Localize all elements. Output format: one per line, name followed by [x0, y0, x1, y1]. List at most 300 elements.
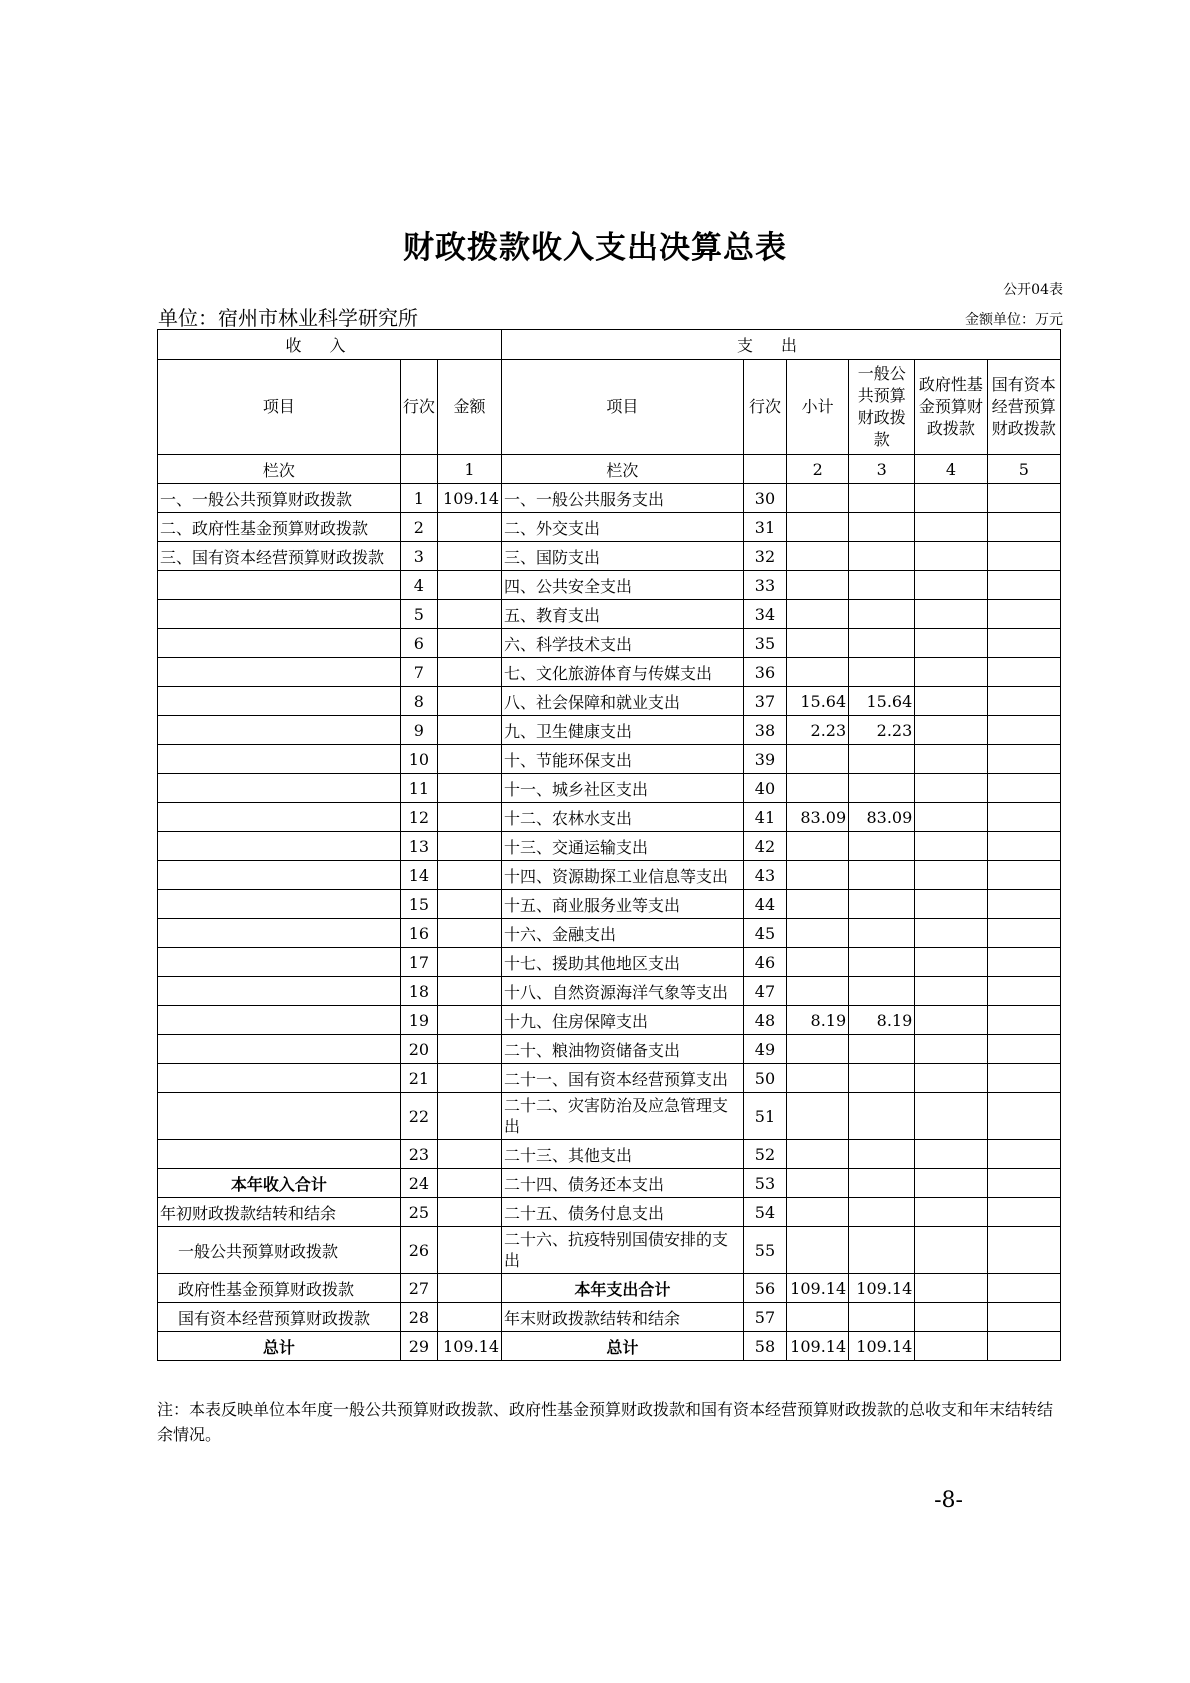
income-item-cell [158, 600, 401, 629]
subtotal-cell [787, 948, 849, 977]
income-row-no-cell: 28 [400, 1303, 437, 1332]
gov-fund-cell [915, 1035, 987, 1064]
state-capital-cell [987, 484, 1060, 513]
income-row-no-cell: 27 [400, 1274, 437, 1303]
expense-row-no-cell: 43 [743, 861, 786, 890]
gov-fund-cell [915, 948, 987, 977]
expense-row-no-cell: 33 [743, 571, 786, 600]
income-amount-cell [437, 571, 501, 600]
expense-row-no-cell: 56 [743, 1274, 786, 1303]
state-capital-cell [987, 716, 1060, 745]
state-capital-cell [987, 629, 1060, 658]
income-item-cell: 二、政府性基金预算财政拨款 [158, 513, 401, 542]
general-budget-header: 一般公共预算财政拨款 [849, 360, 915, 455]
general-budget-cell [849, 600, 915, 629]
income-item-cell: 政府性基金预算财政拨款 [158, 1274, 401, 1303]
income-item-cell [158, 1006, 401, 1035]
general-budget-cell [849, 1303, 915, 1332]
expense-item-cell: 六、科学技术支出 [502, 629, 744, 658]
income-amount-cell: 109.14 [437, 1332, 501, 1361]
table-row [158, 1274, 1061, 1303]
state-capital-header: 国有资本经营预算财政拨款 [987, 360, 1060, 455]
income-row-no-cell: 16 [400, 919, 437, 948]
expense-item-cell: 五、教育支出 [502, 600, 744, 629]
income-row-no-cell: 20 [400, 1035, 437, 1064]
expense-item-cell: 二十一、国有资本经营预算支出 [502, 1064, 744, 1093]
general-budget-cell [849, 977, 915, 1006]
expense-section-header: 支出 [502, 330, 1061, 360]
general-budget-cell [849, 484, 915, 513]
gov-fund-cell [915, 687, 987, 716]
general-budget-cell [849, 745, 915, 774]
expense-item-cell: 九、卫生健康支出 [502, 716, 744, 745]
expense-item-cell: 二十三、其他支出 [502, 1140, 744, 1169]
gov-fund-cell [915, 832, 987, 861]
subtotal-header: 小计 [787, 360, 849, 455]
expense-column-no-label: 栏次 [502, 455, 744, 484]
table-row [158, 658, 1061, 687]
budget-table [157, 329, 1061, 1361]
gov-fund-cell [915, 1064, 987, 1093]
table-row [158, 948, 1061, 977]
general-budget-cell [849, 629, 915, 658]
general-budget-cell: 109.14 [849, 1274, 915, 1303]
subtotal-cell [787, 890, 849, 919]
expense-row-no-cell: 37 [743, 687, 786, 716]
income-item-cell [158, 803, 401, 832]
income-row-no-cell: 7 [400, 658, 437, 687]
state-capital-cell [987, 948, 1060, 977]
income-amount-cell [437, 832, 501, 861]
income-item-cell [158, 774, 401, 803]
subtotal-cell: 8.19 [787, 1006, 849, 1035]
income-row-no-cell: 18 [400, 977, 437, 1006]
table-row [158, 542, 1061, 571]
expense-row-no-cell: 36 [743, 658, 786, 687]
income-row-no-cell: 4 [400, 571, 437, 600]
expense-item-cell: 十八、自然资源海洋气象等支出 [502, 977, 744, 1006]
gov-fund-cell [915, 1006, 987, 1035]
gov-fund-cell [915, 919, 987, 948]
income-amount-cell [437, 1140, 501, 1169]
income-amount-cell [437, 1274, 501, 1303]
table-row [158, 1227, 1061, 1274]
income-amount-cell [437, 948, 501, 977]
table-row [158, 687, 1061, 716]
expense-item-cell: 十、节能环保支出 [502, 745, 744, 774]
income-item-cell [158, 1093, 401, 1140]
income-amount-cell [437, 1035, 501, 1064]
subtotal-cell [787, 658, 849, 687]
expense-row-no-cell: 40 [743, 774, 786, 803]
income-row-no-cell: 2 [400, 513, 437, 542]
subtotal-cell: 83.09 [787, 803, 849, 832]
general-budget-cell: 109.14 [849, 1332, 915, 1361]
expense-item-cell: 七、文化旅游体育与传媒支出 [502, 658, 744, 687]
subtotal-cell [787, 774, 849, 803]
expense-item-cell: 本年支出合计 [502, 1274, 744, 1303]
table-row [158, 774, 1061, 803]
expense-row-no-cell: 34 [743, 600, 786, 629]
state-capital-cell [987, 803, 1060, 832]
column-2: 2 [787, 455, 849, 484]
gov-fund-cell [915, 1140, 987, 1169]
income-amount-cell [437, 1198, 501, 1227]
state-capital-cell [987, 658, 1060, 687]
general-budget-cell [849, 513, 915, 542]
table-row [158, 832, 1061, 861]
state-capital-cell [987, 1006, 1060, 1035]
gov-fund-cell [915, 890, 987, 919]
column-3: 3 [849, 455, 915, 484]
expense-item-cell: 四、公共安全支出 [502, 571, 744, 600]
gov-fund-cell [915, 803, 987, 832]
income-row-no-header: 行次 [400, 360, 437, 455]
income-row-no-cell: 11 [400, 774, 437, 803]
table-row [158, 484, 1061, 513]
income-row-no-cell: 8 [400, 687, 437, 716]
income-amount-cell [437, 687, 501, 716]
unit-label: 单位：宿州市林业科学研究所 [158, 306, 418, 330]
state-capital-cell [987, 600, 1060, 629]
header-row-columns [158, 360, 1061, 455]
expense-item-cell: 二十四、债务还本支出 [502, 1169, 744, 1198]
income-item-cell: 年初财政拨款结转和结余 [158, 1198, 401, 1227]
income-item-cell [158, 687, 401, 716]
table-row [158, 629, 1061, 658]
income-item-cell: 三、国有资本经营预算财政拨款 [158, 542, 401, 571]
income-amount-cell [437, 1303, 501, 1332]
general-budget-cell [849, 571, 915, 600]
expense-item-cell: 十六、金融支出 [502, 919, 744, 948]
income-amount-cell [437, 745, 501, 774]
expense-item-cell: 二十六、抗疫特别国债安排的支出 [502, 1227, 744, 1274]
table-row [158, 977, 1061, 1006]
income-item-cell [158, 948, 401, 977]
subtotal-cell [787, 629, 849, 658]
income-item-cell: 本年收入合计 [158, 1169, 401, 1198]
gov-fund-cell [915, 774, 987, 803]
table-row [158, 1332, 1061, 1361]
general-budget-cell: 8.19 [849, 1006, 915, 1035]
expense-item-cell: 一、一般公共服务支出 [502, 484, 744, 513]
expense-item-cell: 三、国防支出 [502, 542, 744, 571]
income-row-no-cell: 9 [400, 716, 437, 745]
subtotal-cell [787, 600, 849, 629]
income-item-cell [158, 861, 401, 890]
table-row [158, 1303, 1061, 1332]
expense-item-cell: 二十五、债务付息支出 [502, 1198, 744, 1227]
expense-row-no-cell: 41 [743, 803, 786, 832]
empty-cell [400, 455, 437, 484]
state-capital-cell [987, 832, 1060, 861]
table-row [158, 1140, 1061, 1169]
subtotal-cell [787, 977, 849, 1006]
general-budget-cell [849, 1064, 915, 1093]
table-row [158, 1035, 1061, 1064]
general-budget-cell: 15.64 [849, 687, 915, 716]
table-row [158, 1093, 1061, 1140]
income-row-no-cell: 19 [400, 1006, 437, 1035]
table-row [158, 513, 1061, 542]
gov-fund-cell [915, 716, 987, 745]
income-row-no-cell: 10 [400, 745, 437, 774]
state-capital-cell [987, 1169, 1060, 1198]
general-budget-cell [849, 832, 915, 861]
column-4: 4 [915, 455, 987, 484]
form-number: 公开04表 [1003, 282, 1063, 298]
income-amount-cell [437, 977, 501, 1006]
income-amount-cell [437, 1064, 501, 1093]
expense-row-no-cell: 31 [743, 513, 786, 542]
expense-row-no-cell: 55 [743, 1227, 786, 1274]
expense-row-no-cell: 30 [743, 484, 786, 513]
subtotal-cell [787, 1035, 849, 1064]
state-capital-cell [987, 1274, 1060, 1303]
income-amount-cell [437, 1169, 501, 1198]
state-capital-cell [987, 1064, 1060, 1093]
expense-row-no-cell: 32 [743, 542, 786, 571]
state-capital-cell [987, 1140, 1060, 1169]
subtotal-cell [787, 745, 849, 774]
income-amount-cell [437, 803, 501, 832]
general-budget-cell [849, 658, 915, 687]
income-item-cell: 一、一般公共预算财政拨款 [158, 484, 401, 513]
header-row-sections [158, 330, 1061, 360]
general-budget-cell: 2.23 [849, 716, 915, 745]
state-capital-cell [987, 1035, 1060, 1064]
expense-row-no-cell: 47 [743, 977, 786, 1006]
income-amount-cell [437, 513, 501, 542]
expense-row-no-cell: 49 [743, 1035, 786, 1064]
income-item-cell [158, 1035, 401, 1064]
subtotal-cell [787, 571, 849, 600]
income-row-no-cell: 26 [400, 1227, 437, 1274]
expense-row-no-cell: 39 [743, 745, 786, 774]
subtotal-cell [787, 1169, 849, 1198]
gov-fund-cell [915, 571, 987, 600]
income-row-no-cell: 24 [400, 1169, 437, 1198]
gov-fund-cell [915, 977, 987, 1006]
general-budget-cell [849, 1169, 915, 1198]
expense-item-cell: 二、外交支出 [502, 513, 744, 542]
income-amount-cell [437, 716, 501, 745]
gov-fund-header: 政府性基金预算财政拨款 [915, 360, 987, 455]
expense-row-no-cell: 57 [743, 1303, 786, 1332]
income-row-no-cell: 29 [400, 1332, 437, 1361]
table-row [158, 716, 1061, 745]
income-amount-cell [437, 861, 501, 890]
expense-item-cell: 十三、交通运输支出 [502, 832, 744, 861]
expense-item-header: 项目 [502, 360, 744, 455]
income-row-no-cell: 12 [400, 803, 437, 832]
expense-row-no-cell: 54 [743, 1198, 786, 1227]
gov-fund-cell [915, 1093, 987, 1140]
gov-fund-cell [915, 600, 987, 629]
general-budget-cell [849, 919, 915, 948]
income-item-cell [158, 977, 401, 1006]
income-row-no-cell: 22 [400, 1093, 437, 1140]
expense-item-cell: 十九、住房保障支出 [502, 1006, 744, 1035]
subtotal-cell [787, 919, 849, 948]
income-row-no-cell: 25 [400, 1198, 437, 1227]
gov-fund-cell [915, 745, 987, 774]
income-item-cell [158, 1140, 401, 1169]
expense-row-no-cell: 45 [743, 919, 786, 948]
subtotal-cell [787, 513, 849, 542]
income-row-no-cell: 14 [400, 861, 437, 890]
gov-fund-cell [915, 629, 987, 658]
income-item-cell [158, 658, 401, 687]
income-amount-cell [437, 890, 501, 919]
column-number-row [158, 455, 1061, 484]
table-row [158, 1169, 1061, 1198]
expense-row-no-header: 行次 [743, 360, 786, 455]
expense-row-no-cell: 53 [743, 1169, 786, 1198]
page-title: 财政拨款收入支出决算总表 [403, 230, 787, 266]
income-item-cell [158, 745, 401, 774]
subtotal-cell [787, 861, 849, 890]
footnote: 注：本表反映单位本年度一般公共预算财政拨款、政府性基金预算财政拨款和国有资本经营预算财政拨款的总收支和年末结转结余情况。 [157, 1400, 1054, 1444]
income-item-cell [158, 629, 401, 658]
income-amount-cell [437, 629, 501, 658]
state-capital-cell [987, 890, 1060, 919]
general-budget-cell [849, 1198, 915, 1227]
gov-fund-cell [915, 1332, 987, 1361]
expense-item-cell: 八、社会保障和就业支出 [502, 687, 744, 716]
expense-row-no-cell: 35 [743, 629, 786, 658]
income-amount-cell [437, 658, 501, 687]
income-item-cell [158, 890, 401, 919]
general-budget-cell [849, 1093, 915, 1140]
expense-row-no-cell: 51 [743, 1093, 786, 1140]
gov-fund-cell [915, 1227, 987, 1274]
income-row-no-cell: 23 [400, 1140, 437, 1169]
state-capital-cell [987, 861, 1060, 890]
general-budget-cell [849, 948, 915, 977]
expense-item-cell: 二十二、灾害防治及应急管理支出 [502, 1093, 744, 1140]
table-row [158, 890, 1061, 919]
state-capital-cell [987, 571, 1060, 600]
income-amount-cell [437, 1093, 501, 1140]
table-row [158, 803, 1061, 832]
income-item-cell [158, 571, 401, 600]
subtotal-cell [787, 1198, 849, 1227]
general-budget-cell [849, 1140, 915, 1169]
amount-unit-label: 金额单位：万元 [965, 312, 1063, 328]
expense-row-no-cell: 38 [743, 716, 786, 745]
income-item-cell: 国有资本经营预算财政拨款 [158, 1303, 401, 1332]
table-row [158, 1006, 1061, 1035]
expense-row-no-cell: 44 [743, 890, 786, 919]
income-amount-cell [437, 1227, 501, 1274]
income-row-no-cell: 3 [400, 542, 437, 571]
state-capital-cell [987, 687, 1060, 716]
income-amount-cell [437, 919, 501, 948]
general-budget-cell [849, 774, 915, 803]
subtotal-cell [787, 1303, 849, 1332]
general-budget-cell [849, 890, 915, 919]
subtotal-cell [787, 484, 849, 513]
table-row [158, 745, 1061, 774]
state-capital-cell [987, 1303, 1060, 1332]
income-row-no-cell: 15 [400, 890, 437, 919]
gov-fund-cell [915, 658, 987, 687]
state-capital-cell [987, 542, 1060, 571]
income-row-no-cell: 6 [400, 629, 437, 658]
income-item-cell: 一般公共预算财政拨款 [158, 1227, 401, 1274]
income-amount-cell [437, 774, 501, 803]
general-budget-cell [849, 542, 915, 571]
general-budget-cell [849, 861, 915, 890]
income-row-no-cell: 5 [400, 600, 437, 629]
subtotal-cell [787, 1064, 849, 1093]
state-capital-cell [987, 1093, 1060, 1140]
expense-item-cell: 十七、援助其他地区支出 [502, 948, 744, 977]
income-column-no-label: 栏次 [158, 455, 401, 484]
subtotal-cell: 109.14 [787, 1274, 849, 1303]
gov-fund-cell [915, 513, 987, 542]
expense-row-no-cell: 48 [743, 1006, 786, 1035]
expense-item-cell: 二十、粮油物资储备支出 [502, 1035, 744, 1064]
state-capital-cell [987, 513, 1060, 542]
gov-fund-cell [915, 484, 987, 513]
income-amount-header: 金额 [437, 360, 501, 455]
state-capital-cell [987, 977, 1060, 1006]
state-capital-cell [987, 745, 1060, 774]
table-row [158, 571, 1061, 600]
expense-item-cell: 十一、城乡社区支出 [502, 774, 744, 803]
empty-cell [743, 455, 786, 484]
column-5: 5 [987, 455, 1060, 484]
state-capital-cell [987, 774, 1060, 803]
state-capital-cell [987, 919, 1060, 948]
table-row [158, 861, 1061, 890]
subtotal-cell [787, 1140, 849, 1169]
income-section-header: 收入 [158, 330, 502, 360]
table-row [158, 600, 1061, 629]
expense-row-no-cell: 46 [743, 948, 786, 977]
expense-row-no-cell: 52 [743, 1140, 786, 1169]
expense-item-cell: 十四、资源勘探工业信息等支出 [502, 861, 744, 890]
income-item-cell [158, 1064, 401, 1093]
income-row-no-cell: 13 [400, 832, 437, 861]
expense-item-cell: 十二、农林水支出 [502, 803, 744, 832]
column-1: 1 [437, 455, 501, 484]
expense-row-no-cell: 50 [743, 1064, 786, 1093]
table-row [158, 1198, 1061, 1227]
subtotal-cell [787, 1093, 849, 1140]
table-row [158, 919, 1061, 948]
income-row-no-cell: 17 [400, 948, 437, 977]
income-row-no-cell: 21 [400, 1064, 437, 1093]
expense-item-cell: 十五、商业服务业等支出 [502, 890, 744, 919]
income-item-cell [158, 919, 401, 948]
income-item-cell: 总计 [158, 1332, 401, 1361]
income-item-cell [158, 716, 401, 745]
subtotal-cell: 2.23 [787, 716, 849, 745]
state-capital-cell [987, 1332, 1060, 1361]
income-amount-cell [437, 542, 501, 571]
income-amount-cell: 109.14 [437, 484, 501, 513]
general-budget-cell: 83.09 [849, 803, 915, 832]
state-capital-cell [987, 1198, 1060, 1227]
subtotal-cell [787, 832, 849, 861]
gov-fund-cell [915, 1303, 987, 1332]
income-amount-cell [437, 600, 501, 629]
general-budget-cell [849, 1035, 915, 1064]
table-row [158, 1064, 1061, 1093]
